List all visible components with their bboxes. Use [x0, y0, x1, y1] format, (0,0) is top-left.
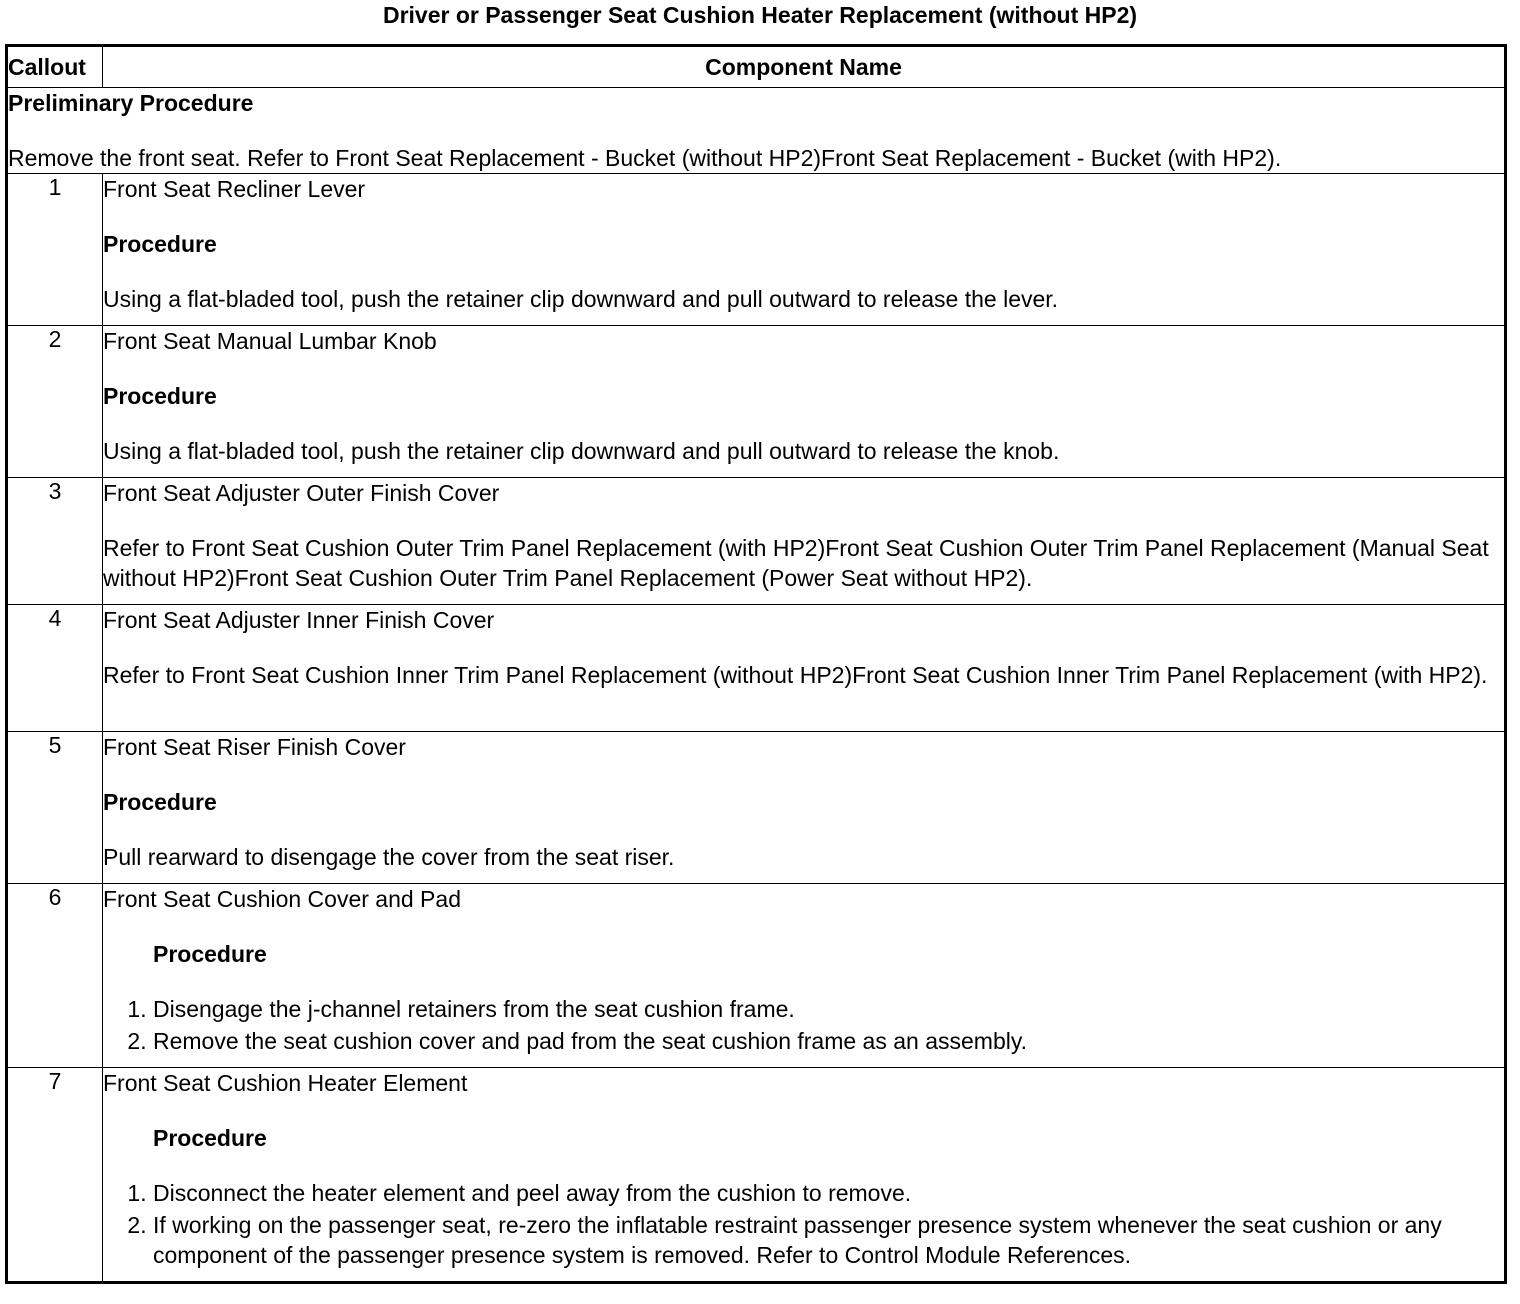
procedure-step: 1. Disengage the j-channel retainers from the seat cushion frame. [153, 994, 1504, 1024]
procedure-table [5, 44, 1507, 1284]
preliminary-row [7, 88, 1506, 174]
table-row [7, 478, 1506, 605]
component-cell [103, 174, 1506, 326]
component-name: Front Seat Cushion Cover and Pad [103, 886, 461, 912]
component-name: Front Seat Cushion Heater Element [103, 1070, 468, 1096]
component-name: Front Seat Recliner Lever [103, 176, 366, 202]
procedure-label: Procedure [153, 941, 267, 967]
component-cell [103, 1068, 1506, 1283]
reference-text: Refer to Front Seat Cushion Inner Trim Panel Replacement (without HP2)Front Seat Cushion Inner Trim Panel Replacement (with HP2). [103, 662, 1488, 688]
header-component-name: Component Name [103, 46, 1506, 88]
table-row [7, 884, 1506, 1068]
preliminary-cell [7, 88, 1506, 174]
procedure-text: Pull rearward to disengage the cover from the seat riser. [103, 844, 675, 870]
procedure-text: Using a flat-bladed tool, push the retainer clip downward and pull outward to release the lever. [103, 286, 1059, 312]
procedure-label: Procedure [103, 231, 217, 257]
procedure-step: 2. Remove the seat cushion cover and pad from the seat cushion frame as an assembly. [153, 1026, 1504, 1056]
preliminary-text: Remove the front seat. Refer to Front Seat Replacement - Bucket (without HP2)Front Seat Replacement - Bucket (with HP2). [8, 145, 1282, 171]
callout-number: 5 [7, 732, 103, 884]
component-cell [103, 732, 1506, 884]
table-row [7, 605, 1506, 732]
table-row [7, 174, 1506, 326]
procedure-label: Procedure [153, 1125, 267, 1151]
procedure-label: Procedure [103, 789, 217, 815]
preliminary-heading: Preliminary Procedure [8, 90, 254, 116]
callout-number: 1 [7, 174, 103, 326]
component-cell [103, 884, 1506, 1068]
page-title: Driver or Passenger Seat Cushion Heater Replacement (without HP2) [382, 2, 1138, 28]
table-row [7, 1068, 1506, 1283]
header-row [7, 46, 1506, 88]
callout-number: 4 [7, 605, 103, 732]
component-cell [103, 478, 1506, 605]
callout-number: 3 [7, 478, 103, 605]
table-row [7, 326, 1506, 478]
component-cell [103, 326, 1506, 478]
procedure-steps [103, 994, 1504, 1056]
component-name: Front Seat Adjuster Outer Finish Cover [103, 480, 500, 506]
procedure-text: Using a flat-bladed tool, push the retainer clip downward and pull outward to release the knob. [103, 438, 1060, 464]
table-row [7, 732, 1506, 884]
component-name: Front Seat Adjuster Inner Finish Cover [103, 607, 495, 633]
callout-number: 6 [7, 884, 103, 1068]
component-name: Front Seat Riser Finish Cover [103, 734, 406, 760]
callout-number: 2 [7, 326, 103, 478]
callout-number: 7 [7, 1068, 103, 1283]
procedure-label: Procedure [103, 383, 217, 409]
procedure-step: 1. Disconnect the heater element and peel away from the cushion to remove. [153, 1178, 1504, 1208]
component-name: Front Seat Manual Lumbar Knob [103, 328, 437, 354]
procedure-steps [103, 1178, 1504, 1270]
component-cell [103, 605, 1506, 732]
procedure-step: 2. If working on the passenger seat, re-zero the inflatable restraint passenger presence system whenever the seat cushion or any component of the passenger presence system is removed. Refer to Control Module References. [153, 1210, 1504, 1270]
header-callout: Callout [7, 46, 103, 88]
reference-text: Refer to Front Seat Cushion Outer Trim Panel Replacement (with HP2)Front Seat Cushion Outer Trim Panel Replacement (Manual Seat without HP2)Front Seat Cushion Outer Trim Panel Replacement (Power Seat without HP2). [103, 535, 1489, 591]
